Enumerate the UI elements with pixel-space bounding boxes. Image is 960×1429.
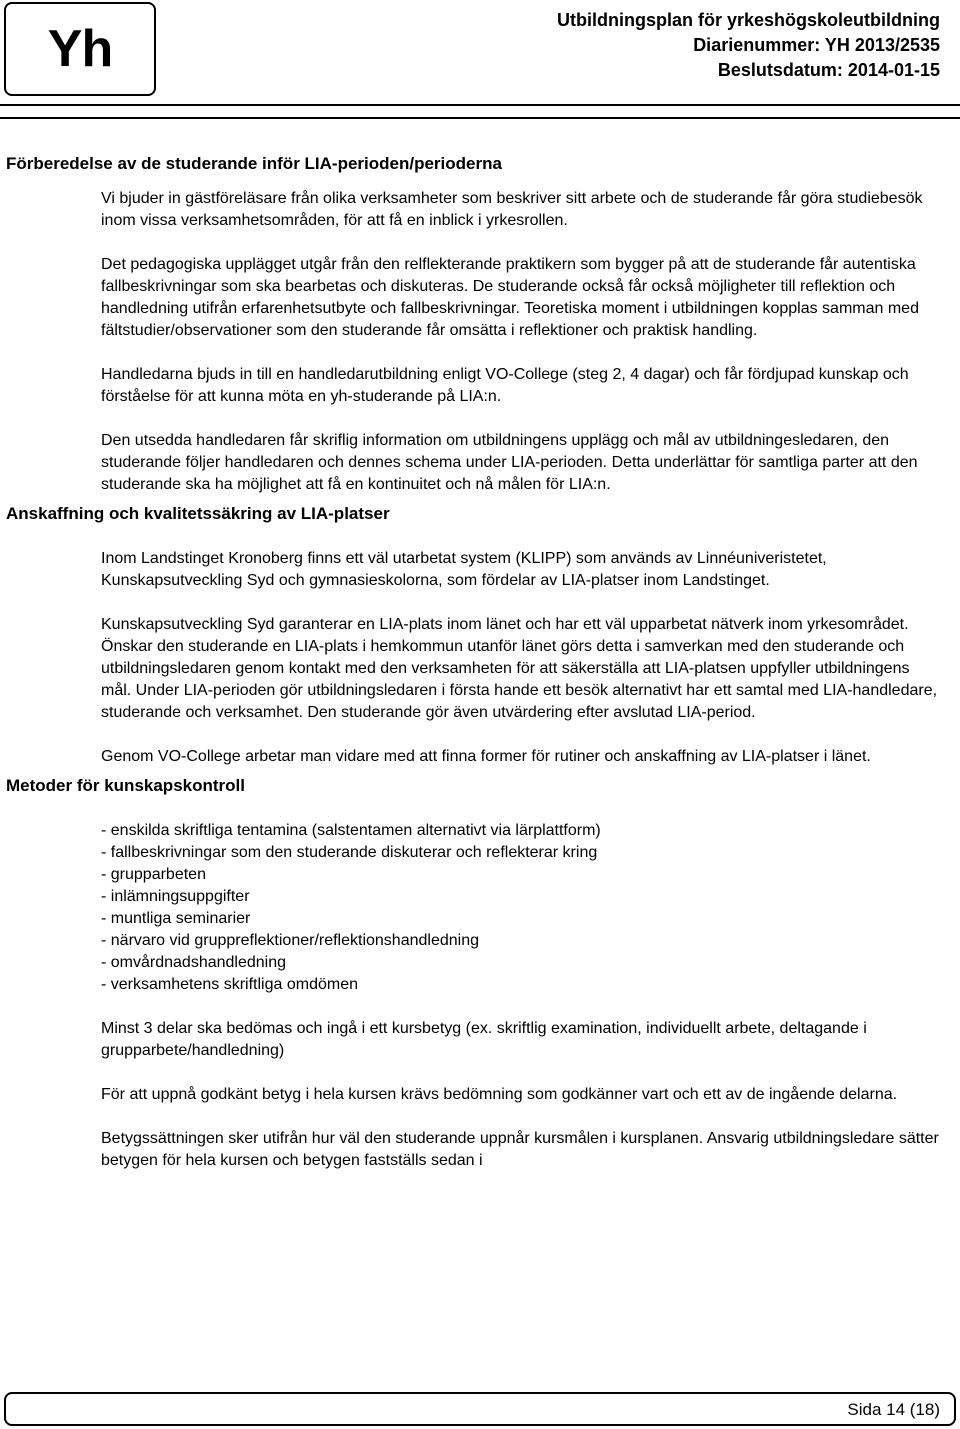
paragraph: Inom Landstinget Kronoberg finns ett väl utarbetat system (KLIPP) som används av Linnéuniveristetet, Kunskapsutveckling Syd och gymnasieskolorna, som fördelar av LIA-platser inom Landstinget. xyxy=(101,550,827,589)
page-number: Sida 14 (18) xyxy=(847,1400,940,1419)
paragraph: Vi bjuder in gästföreläsare från olika verksamheter som beskriver sitt arbete och de studerande får göra studiebesök inom vissa verksamhetsområden, för att få en inblick i yrkesrollen. xyxy=(101,190,923,229)
header-rule-top xyxy=(0,104,960,106)
list-item: - omvårdnadshandledning xyxy=(101,954,287,971)
paragraph: Den utsedda handledaren får skriflig information om utbildningens upplägg och mål av utbildningesledaren, den studerande följer handledaren och dennes schema under LIA-perioden. Detta underlättar för samtliga parter att den studerande ska ha möjlighet att få en kontinuitet och nå målen för LIA:n. xyxy=(101,432,918,493)
section-title-lia-placements: Anskaffning och kvalitetssäkring av LIA-platser xyxy=(6,504,390,523)
list-item: - fallbeskrivningar som den studerande diskuterar och reflekterar kring xyxy=(101,844,598,861)
paragraph: Handledarna bjuds in till en handledarutbildning enligt VO-College (steg 2, 4 dagar) och får fördjupad kunskap och förståelse för att kunna möta en yh-studerande på LIA:n. xyxy=(101,366,909,405)
paragraph: Kunskapsutveckling Syd garanterar en LIA-plats inom länet och har ett väl upparbetat nätverk inom yrkesområdet. Önskar den studerande en LIA-plats i hemkommun utanför länet görs detta i samverkan med den studerande och utbildningsledaren genom kontakt med den verksamheten för att säkerställa att LIA-platsen uppfyller utbildningens mål. Under LIA-perioden gör utbildningsledaren i första hande ett besök alternativt har ett samtal med LIA-handledare, studerande och verksamhet. Den studerande gör även utvärdering efter avslutad LIA-period. xyxy=(101,616,938,721)
paragraph: Betygssättningen sker utifrån hur väl den studerande uppnår kursmålen i kursplanen. Ansvarig utbildningsledare sätter betygen för hela kursen och betygen fastställs sedan i xyxy=(101,1130,939,1169)
list-item: - grupparbeten xyxy=(101,866,206,883)
paragraph: Det pedagogiska upplägget utgår från den relflekterande praktikern som bygger på att de studerande får autentiska fallbeskrivningar som ska bearbetas och diskuteras. De studerande också får också möjligheter till reflektion och handledning utifrån erfarenhetsutbyte och fallbeskrivningar. Teoretiska moment i utbildningen kopplas samman med fältstudier/observationer som den studerande får omsätta i reflektioner och praktisk handling. xyxy=(101,256,919,339)
page-footer xyxy=(4,1392,956,1426)
assessment-methods-list xyxy=(101,820,940,996)
list-item: - inlämningsuppgifter xyxy=(101,888,250,905)
header-rule-bottom xyxy=(0,117,960,119)
beslutsdatum: Beslutsdatum: 2014-01-15 xyxy=(717,60,940,80)
list-item: - verksamhetens skriftliga omdömen xyxy=(101,976,358,993)
document-title: Utbildningsplan för yrkeshögskoleutbildning xyxy=(556,10,940,30)
document-body xyxy=(0,152,960,1172)
paragraph: För att uppnå godkänt betyg i hela kursen krävs bedömning som godkänner vart och ett av de ingående delarna. xyxy=(101,1086,898,1103)
list-item: - muntliga seminarier xyxy=(101,910,251,927)
yh-logo: Yh xyxy=(4,2,156,96)
paragraph: Genom VO-College arbetar man vidare med att finna former för rutiner och anskaffning av LIA-platser i länet. xyxy=(101,748,871,765)
diarienummer: Diarienummer: YH 2013/2535 xyxy=(693,35,940,55)
list-item: - enskilda skriftliga tentamina (salstentamen alternativt via lärplattform) xyxy=(101,822,601,839)
section-title-lia-preparation: Förberedelse av de studerande inför LIA-perioden/perioderna xyxy=(6,154,502,173)
paragraph: Minst 3 delar ska bedömas och ingå i ett kursbetyg (ex. skriftlig examination, individuellt arbete, deltagande i grupparbete/handledning) xyxy=(101,1020,867,1059)
document-header xyxy=(557,8,940,83)
section-title-knowledge-assessment: Metoder för kunskapskontroll xyxy=(6,776,245,795)
list-item: - närvaro vid gruppreflektioner/reflektionshandledning xyxy=(101,932,479,949)
